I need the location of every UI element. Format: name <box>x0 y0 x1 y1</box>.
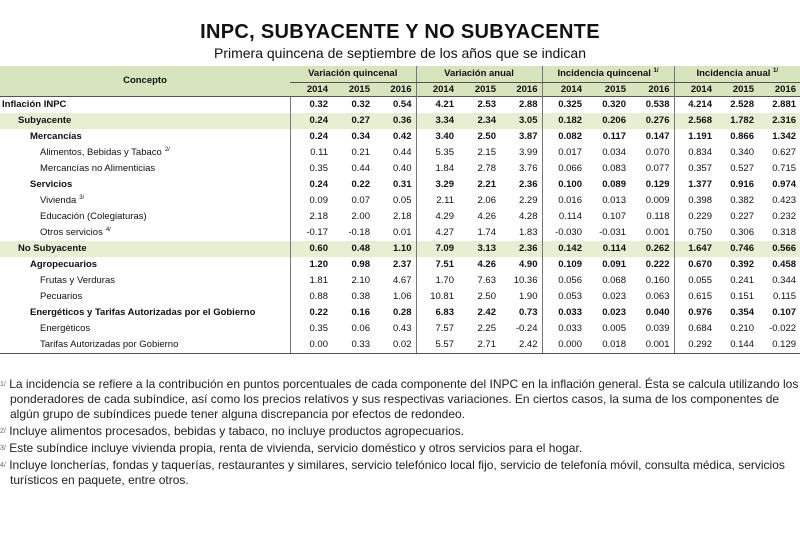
value-cell: 1.06 <box>393 291 412 302</box>
value-cell: 0.040 <box>645 307 670 318</box>
value-cell: 0.107 <box>602 211 626 222</box>
value-cell: 0.16 <box>351 307 370 318</box>
value-cell: 4.29 <box>416 209 458 225</box>
table-row <box>0 209 800 225</box>
value-cell: 0.01 <box>393 227 412 238</box>
footnote <box>0 424 800 439</box>
value-cell: 1.191 <box>674 129 716 145</box>
table-row <box>0 97 800 114</box>
value-cell: 0.750 <box>674 225 716 241</box>
year-header: 2016 <box>374 83 416 97</box>
value-cell: 0.392 <box>730 259 754 270</box>
year-header: 2015 <box>716 83 758 97</box>
row-label: Alimentos, Bebidas y Tabaco $^{2/}$ <box>40 146 170 158</box>
value-cell: 0.033 <box>542 305 586 321</box>
value-cell: 0.54 <box>374 97 416 114</box>
value-cell: 0.423 <box>772 195 797 206</box>
value-cell: 2.18 <box>290 209 332 225</box>
footnote <box>0 458 800 488</box>
value-cell: 2.568 <box>674 113 716 129</box>
value-cell: 0.262 <box>630 241 674 257</box>
value-cell: 0.866 <box>730 131 754 142</box>
value-cell: 0.06 <box>351 323 370 334</box>
table-row <box>0 241 800 257</box>
value-cell: 0.00 <box>290 337 332 354</box>
value-cell: 0.98 <box>351 259 370 270</box>
value-cell: 0.344 <box>772 275 797 286</box>
value-cell: 0.142 <box>542 241 586 257</box>
value-cell: 1.90 <box>519 291 538 302</box>
table-row <box>0 225 800 241</box>
value-cell: 0.715 <box>772 163 797 174</box>
value-cell: 5.35 <box>416 145 458 161</box>
value-cell: 0.670 <box>674 257 716 273</box>
value-cell: 4.28 <box>519 211 538 222</box>
value-cell: 0.063 <box>645 291 670 302</box>
value-cell: -0.17 <box>290 225 332 241</box>
value-cell: 0.182 <box>542 113 586 129</box>
value-cell: 0.001 <box>645 227 670 238</box>
row-label: Energéticos y Tarifas Autorizadas por el Gobierno <box>30 307 256 318</box>
value-cell: 0.114 <box>586 241 630 257</box>
value-cell: 0.034 <box>602 147 626 158</box>
table-row <box>0 337 800 354</box>
value-cell: 0.22 <box>351 179 370 190</box>
footnote-text: La incidencia se refiere a la contribución en puntos porcentuales de cada componente del INPC en la inflación general. Ésta se calcula utilizando los ponderadores de cada subíndice, así como los precios relativos y sus respectivas variaciones. En ciertos casos, la suma de los componentes de algún grupo de subíndices puede tener alguna discrepancia por efectos de redondeo. <box>9 377 799 421</box>
value-cell: 4.26 <box>477 211 496 222</box>
value-cell: 3.76 <box>519 163 538 174</box>
row-label: Vivienda $^{3/}$ <box>40 194 85 206</box>
footnote <box>0 441 800 456</box>
value-cell: 0.005 <box>602 323 626 334</box>
value-cell: 0.974 <box>772 179 797 190</box>
inpc-table <box>0 66 800 354</box>
value-cell: 0.07 <box>351 195 370 206</box>
value-cell: 7.51 <box>416 257 458 273</box>
value-cell: 2.42 <box>500 337 542 354</box>
value-cell: 2.78 <box>477 163 496 174</box>
value-cell: 2.36 <box>519 179 538 190</box>
footnote-text: Incluye loncherías, fondas y taquerías, restaurantes y similares, servicio telefónico local fijo, servicio de telefonía móvil, consulta médica, servicios turísticos en paquete, entre otros. <box>9 458 785 487</box>
row-label: Subyacente <box>0 113 290 129</box>
value-cell: 0.05 <box>393 195 412 206</box>
value-cell: 0.013 <box>602 195 626 206</box>
value-cell: 2.50 <box>477 131 496 142</box>
value-cell: 0.60 <box>290 241 332 257</box>
table-row <box>0 257 800 273</box>
year-header: 2014 <box>674 83 716 97</box>
value-cell: 0.151 <box>730 291 754 302</box>
value-cell: 0.000 <box>542 337 586 354</box>
value-cell: 1.647 <box>674 241 716 257</box>
value-cell: 0.42 <box>393 131 412 142</box>
year-header: 2016 <box>758 83 800 97</box>
value-cell: 2.10 <box>351 275 370 286</box>
value-cell: 1.84 <box>416 161 458 177</box>
table-body <box>0 97 800 354</box>
table-row <box>0 289 800 305</box>
row-label: Energéticos <box>40 323 91 334</box>
value-cell: 0.033 <box>542 321 586 337</box>
value-cell: 0.44 <box>393 147 412 158</box>
value-cell: 0.31 <box>393 179 412 190</box>
table-row <box>0 113 800 129</box>
row-label: Inflación INPC <box>0 97 290 114</box>
value-cell: -0.022 <box>769 323 797 334</box>
value-cell: 2.06 <box>477 195 496 206</box>
value-cell: 7.09 <box>416 241 458 257</box>
value-cell: 0.016 <box>542 193 586 209</box>
value-cell: 7.57 <box>416 321 458 337</box>
value-cell: 4.214 <box>674 97 716 114</box>
value-cell: 0.398 <box>674 193 716 209</box>
value-cell: 2.528 <box>716 97 758 114</box>
value-cell: 0.232 <box>772 211 797 222</box>
value-cell: 0.21 <box>351 147 370 158</box>
value-cell: 0.206 <box>586 113 630 129</box>
value-cell: 0.746 <box>716 241 758 257</box>
year-header: 2016 <box>500 83 542 97</box>
value-cell: 3.05 <box>500 113 542 129</box>
value-cell: 1.20 <box>290 257 332 273</box>
value-cell: 4.90 <box>519 259 538 270</box>
value-cell: 6.83 <box>416 305 458 321</box>
value-cell: 0.053 <box>542 289 586 305</box>
value-cell: 2.29 <box>519 195 538 206</box>
group-header-incidencia-quincenal: Incidencia quincenal $^{1/}$ <box>542 66 674 83</box>
year-header: 2015 <box>458 83 500 97</box>
value-cell: 0.382 <box>730 195 754 206</box>
value-cell: 1.83 <box>519 227 538 238</box>
value-cell: 0.083 <box>602 163 626 174</box>
year-header: 2014 <box>542 83 586 97</box>
value-cell: -0.031 <box>599 227 626 238</box>
table-row <box>0 145 800 161</box>
value-cell: 0.241 <box>730 275 754 286</box>
footnote-text: Incluye alimentos procesados, bebidas y tabaco, no incluye productos agropecuarios. <box>9 424 465 438</box>
value-cell: 2.881 <box>758 97 800 114</box>
value-cell: 0.458 <box>772 259 797 270</box>
value-cell: 2.21 <box>477 179 496 190</box>
table-row <box>0 161 800 177</box>
table-row <box>0 321 800 337</box>
value-cell: 0.354 <box>730 307 754 318</box>
value-cell: 0.40 <box>393 163 412 174</box>
value-cell: 0.276 <box>630 113 674 129</box>
value-cell: 0.070 <box>645 147 670 158</box>
value-cell: 0.73 <box>519 307 538 318</box>
table-header-groups <box>0 66 800 83</box>
value-cell: 0.566 <box>758 241 800 257</box>
footnote-mark: 4/ <box>0 462 6 469</box>
value-cell: 0.229 <box>674 209 716 225</box>
value-cell: 0.129 <box>645 179 670 190</box>
value-cell: 0.068 <box>602 275 626 286</box>
value-cell: 0.222 <box>645 259 670 270</box>
value-cell: 0.055 <box>674 273 716 289</box>
value-cell: 0.117 <box>602 131 626 142</box>
value-cell: 0.28 <box>393 307 412 318</box>
value-cell: 2.36 <box>500 241 542 257</box>
value-cell: 0.32 <box>290 97 332 114</box>
value-cell: 0.32 <box>332 97 374 114</box>
value-cell: 2.53 <box>458 97 500 114</box>
value-cell: 4.26 <box>477 259 496 270</box>
value-cell: 0.88 <box>290 289 332 305</box>
value-cell: 2.316 <box>758 113 800 129</box>
value-cell: 0.320 <box>586 97 630 114</box>
value-cell: 0.115 <box>772 291 797 302</box>
value-cell: 2.37 <box>393 259 412 270</box>
value-cell: 0.36 <box>374 113 416 129</box>
value-cell: -0.030 <box>542 225 586 241</box>
value-cell: 4.27 <box>416 225 458 241</box>
year-header: 2016 <box>630 83 674 97</box>
value-cell: 2.50 <box>477 291 496 302</box>
row-label: Otros servicios $^{4/}$ <box>40 226 111 238</box>
value-cell: 0.33 <box>332 337 374 354</box>
value-cell: 2.18 <box>393 211 412 222</box>
value-cell: 0.35 <box>290 161 332 177</box>
value-cell: 0.325 <box>542 97 586 114</box>
value-cell: 0.306 <box>730 227 754 238</box>
value-cell: 0.210 <box>730 323 754 334</box>
value-cell: 7.63 <box>477 275 496 286</box>
value-cell: 0.340 <box>730 147 754 158</box>
value-cell: 0.227 <box>730 211 754 222</box>
value-cell: 0.27 <box>332 113 374 129</box>
value-cell: 3.13 <box>458 241 500 257</box>
value-cell: 0.077 <box>645 163 670 174</box>
table-row <box>0 193 800 209</box>
value-cell: -0.18 <box>348 227 370 238</box>
value-cell: 0.34 <box>351 131 370 142</box>
value-cell: 0.089 <box>602 179 626 190</box>
value-cell: 0.023 <box>602 307 626 318</box>
value-cell: 0.114 <box>542 209 586 225</box>
value-cell: 2.71 <box>458 337 500 354</box>
footnote-mark: 1/ <box>0 381 6 388</box>
group-header-incidencia-anual: Incidencia anual $^{1/}$ <box>674 66 800 83</box>
value-cell: 2.88 <box>500 97 542 114</box>
value-cell: 0.916 <box>730 179 754 190</box>
value-cell: 2.34 <box>458 113 500 129</box>
value-cell: 0.684 <box>674 321 716 337</box>
value-cell: 1.342 <box>772 131 797 142</box>
value-cell: 0.023 <box>602 291 626 302</box>
value-cell: 1.81 <box>290 273 332 289</box>
footnote-mark: 2/ <box>0 428 6 435</box>
value-cell: 3.40 <box>416 129 458 145</box>
value-cell: 2.15 <box>477 147 496 158</box>
table-row <box>0 305 800 321</box>
value-cell: 10.36 <box>513 275 538 286</box>
year-header: 2015 <box>332 83 374 97</box>
value-cell: 0.292 <box>674 337 716 354</box>
value-cell: 0.44 <box>351 163 370 174</box>
value-cell: 1.782 <box>716 113 758 129</box>
value-cell: 0.48 <box>332 241 374 257</box>
value-cell: 0.160 <box>645 275 670 286</box>
value-cell: 2.00 <box>351 211 370 222</box>
row-label: Servicios <box>30 179 73 190</box>
value-cell: 0.056 <box>542 273 586 289</box>
table-row <box>0 177 800 193</box>
value-cell: 3.34 <box>416 113 458 129</box>
value-cell: 1.70 <box>416 273 458 289</box>
value-cell: 0.24 <box>290 129 332 145</box>
footnote-text: Este subíndice incluye vivienda propia, renta de vivienda, servicio doméstico y otros servicios para el hogar. <box>9 441 583 455</box>
row-label: No Subyacente <box>0 241 290 257</box>
value-cell: 0.109 <box>542 257 586 273</box>
value-cell: 10.81 <box>416 289 458 305</box>
value-cell: 0.38 <box>351 291 370 302</box>
value-cell: 0.066 <box>542 161 586 177</box>
value-cell: 3.99 <box>519 147 538 158</box>
value-cell: 0.09 <box>290 193 332 209</box>
value-cell: 0.009 <box>645 195 670 206</box>
group-header-variacion-quincenal: Variación quincenal <box>290 66 416 83</box>
row-label: Frutas y Verduras <box>40 275 115 286</box>
value-cell: 0.834 <box>674 145 716 161</box>
value-cell: 3.29 <box>416 177 458 193</box>
value-cell: 0.02 <box>374 337 416 354</box>
value-cell: 0.35 <box>290 321 332 337</box>
value-cell: -0.24 <box>515 323 538 334</box>
table-row <box>0 273 800 289</box>
value-cell: 0.129 <box>758 337 800 354</box>
year-header: 2014 <box>416 83 458 97</box>
table-row <box>0 129 800 145</box>
row-label: Mercancías <box>30 131 82 142</box>
value-cell: 0.11 <box>290 145 332 161</box>
value-cell: 0.118 <box>646 211 670 222</box>
value-cell: 0.001 <box>630 337 674 354</box>
value-cell: 0.100 <box>542 177 586 193</box>
footnote-mark: 3/ <box>0 445 6 452</box>
year-header: 2015 <box>586 83 630 97</box>
value-cell: 4.67 <box>393 275 412 286</box>
value-cell: 0.018 <box>586 337 630 354</box>
value-cell: 0.22 <box>290 305 332 321</box>
value-cell: 0.082 <box>542 129 586 145</box>
value-cell: 1.10 <box>374 241 416 257</box>
value-cell: 2.11 <box>416 193 458 209</box>
footnote <box>0 377 800 422</box>
value-cell: 1.377 <box>674 177 716 193</box>
value-cell: 0.017 <box>542 145 586 161</box>
value-cell: 0.538 <box>630 97 674 114</box>
row-label: Tarifas Autorizadas por Gobierno <box>0 337 290 354</box>
value-cell: 0.527 <box>730 163 754 174</box>
year-header: 2014 <box>290 83 332 97</box>
value-cell: 0.091 <box>602 259 626 270</box>
value-cell: 0.107 <box>772 307 797 318</box>
value-cell: 0.615 <box>674 289 716 305</box>
row-label: Pecuarios <box>40 291 83 302</box>
page-subtitle: Primera quincena de septiembre de los años que se indican <box>213 45 586 61</box>
value-cell: 0.43 <box>393 323 412 334</box>
footnotes <box>0 377 800 490</box>
value-cell: 0.357 <box>674 161 716 177</box>
value-cell: 0.976 <box>674 305 716 321</box>
value-cell: 0.144 <box>716 337 758 354</box>
concepto-header: Concepto <box>0 66 290 97</box>
value-cell: 4.21 <box>416 97 458 114</box>
value-cell: 0.039 <box>645 323 670 334</box>
value-cell: 0.24 <box>290 177 332 193</box>
value-cell: 1.74 <box>477 227 496 238</box>
group-header-variacion-anual: Variación anual <box>416 66 542 83</box>
page-title: INPC, SUBYACENTE Y NO SUBYACENTE <box>200 21 600 43</box>
value-cell: 0.318 <box>772 227 797 238</box>
value-cell: 5.57 <box>416 337 458 354</box>
row-label: Agropecuarios <box>30 259 98 270</box>
value-cell: 3.87 <box>519 131 538 142</box>
row-label: Mercancías no Alimenticias <box>40 163 156 174</box>
row-label: Educación (Colegiaturas) <box>40 211 147 222</box>
value-cell: 0.147 <box>645 131 670 142</box>
value-cell: 0.627 <box>772 147 797 158</box>
value-cell: 0.24 <box>290 113 332 129</box>
value-cell: 2.25 <box>477 323 496 334</box>
value-cell: 2.42 <box>477 307 496 318</box>
